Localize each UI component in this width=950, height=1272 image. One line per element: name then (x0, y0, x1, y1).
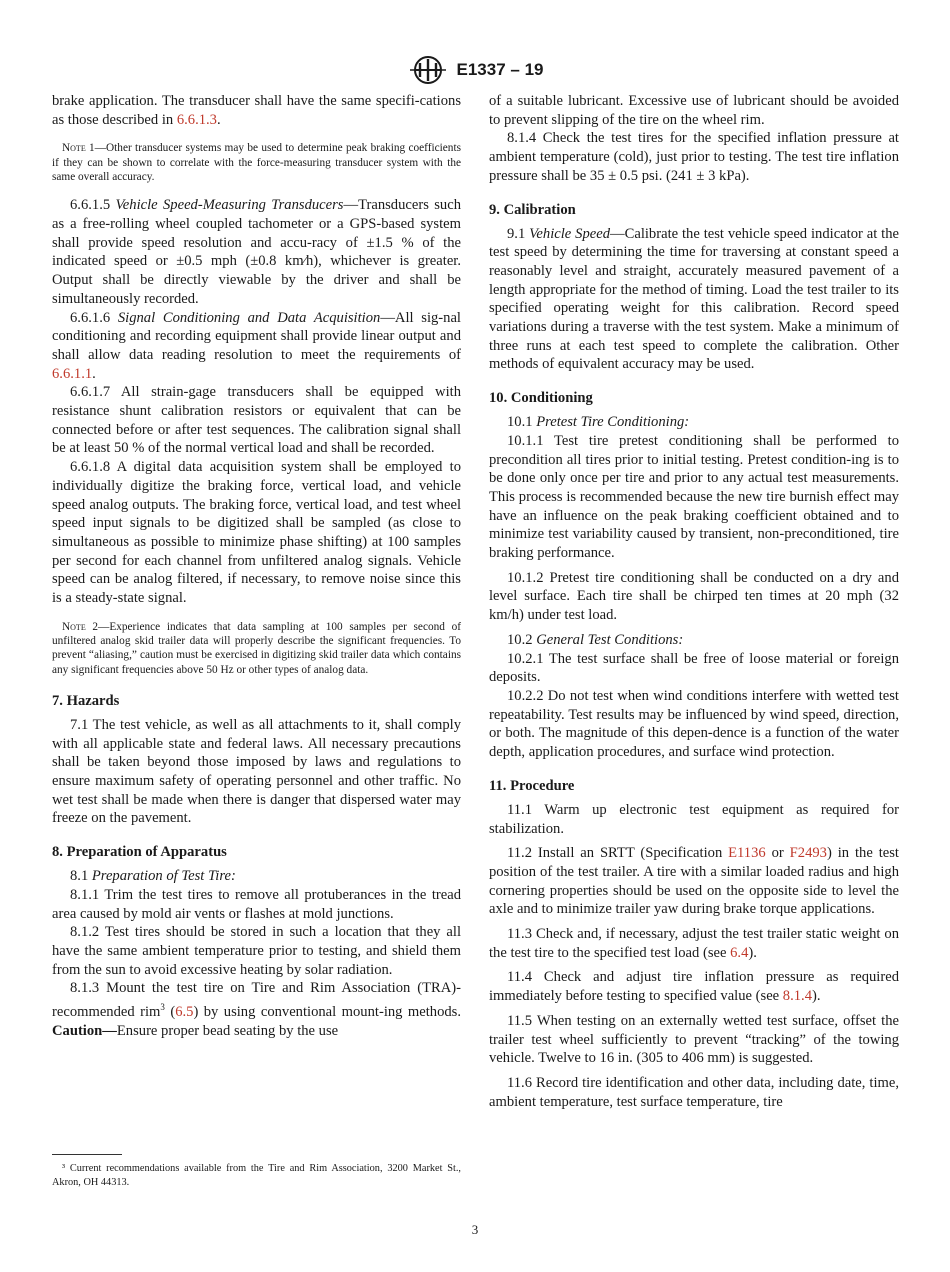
ref-link-6611[interactable]: 6.6.1.1 (52, 365, 93, 382)
section-6-6-1-8: 6.6.1.8 A digital data acquisition system shall be employed to individually digitize the braking force, vertical load, and vehicle speed analog outputs. The braking force, vertical load, and test wheel speed input signals to be digitized shall be sampled (as close to simultaneous as possible to minimize phase shifting) at 100 samples per second for each channel from unfiltered analog signals. Vehicle speed can be analog filtered, if necessary, to remove noise since this is a steady-state signal. (52, 459, 461, 607)
section-6-6-1-6: 6.6.1.6 Signal Conditioning and Data Acquisition—All sig-nal conditioning and recording equipment shall provide linear output and shall allow data reading resolution to meet the requirements of 6.6.1.1. (52, 309, 461, 382)
section-10-1-2: 10.1.2 Pretest tire conditioning shall be conducted on a dry and level surface. Each tire shall be chirped ten times at 20 mph (32 km/h) under test load. (489, 569, 899, 624)
section-11-1: 11.1 Warm up electronic test equipment as required for stabilization. (489, 801, 899, 837)
section-7-1: 7.1 The test vehicle, as well as all attachments to it, shall comply with all applicable state and federal laws. All necessary precautions shall be taken beyond those imposed by laws and regulations to ensure maximum safety of operating personnel and other traffic. No wet test shall be made when there is danger that dispersed water may freeze on the pavement. (52, 716, 461, 827)
ref-link-e1136[interactable]: E1136 (728, 845, 766, 862)
section-10-1: 10.1 Pretest Tire Conditioning: (507, 414, 690, 431)
note-2: Note 2—Experience indicates that data sampling at 100 samples per second of unfiltered analog skid trailer data will properly describe the significant frequencies. To prevent “aliasing,” caution must be exercised in digitizing skid trailer data which contains any significant frequencies above 50 Hz or other types of analog data. (52, 620, 461, 676)
section-11-6: 11.6 Record tire identification and other data, including date, time, ambient temperature, test surface temperature, tire (489, 1074, 899, 1110)
heading-hazards: 7. Hazards (52, 692, 120, 709)
section-10-1-1: 10.1.1 Test tire pretest conditioning shall be performed to precondition all tires prior to initial testing. Pretest condition-ing is to be done only once per tire and prior to any actual test measurements. This process is recommended because the new tire burnish effect may have an influence on the peak braking coefficient obtained and to minimize test variability caused by transient, non-preconditioned, tire braking performance. (489, 432, 899, 562)
page-number: 3 (471, 1222, 479, 1237)
ref-link-f2493[interactable]: F2493 (789, 845, 827, 862)
section-8-1-3: 8.1.3 Mount the test tire on Tire and Rim Association (TRA)-recommended rim$^3$ (6.5) by using conventional mount-ing methods. Caution—Ensure proper bead seating by the use (52, 980, 462, 1039)
page-header (0, 55, 950, 85)
footnote-divider (52, 1154, 122, 1155)
section-11-5: 11.5 When testing on an externally wetted test surface, offset the trailer test wheel sufficiently to prevent “tracking” of the towing vehicle. Twelve to 16 in. (305 to 406 mm) is suggested. (489, 1012, 899, 1067)
paragraph-continuation: brake application. The transducer shall have the same specifi-cations as those described in 6.6.1.3. (52, 93, 461, 128)
ref-link-65[interactable]: 6.5 (175, 1003, 194, 1020)
ref-link-64[interactable]: 6.4 (730, 944, 749, 961)
section-6-6-1-5: 6.6.1.5 Vehicle Speed-Measuring Transducers—Transducers such as a free-rolling wheel coupled tachometer or a GPS-based system shall provide speed resolution and accu-racy of ±1.5 % of the indicated speed or ±0.5 mph (±0.8 km⁄h), whichever is greater. Output shall be directly viewable by the driver and shall be simultaneously recorded. (52, 197, 461, 307)
section-11-4: 11.4 Check and adjust tire inflation pressure as required immediately before testing to specified value (see 8.1.4). (489, 969, 899, 1005)
footnote: ³ Current recommendations available from the Tire and Rim Association, 3200 Market St., Akron, OH 44313. (52, 1163, 461, 1188)
heading-preparation: 8. Preparation of Apparatus (52, 844, 227, 861)
standard-designation: E1337 – 19 (456, 60, 544, 79)
ref-link-6613[interactable]: 6.6.1.3 (176, 111, 217, 128)
section-9-1: 9.1 Vehicle Speed—Calibrate the test vehicle speed indicator at the test speed by determining the time for traversing at constant speed a reasonably level and straight, accurately measured pavement of a length appropriate for the method of timing. Load the test trailer to its specified operating weight for this calibration. Record speed variations during a traverse with the test system. Make a minimum of three runs at each test speed to complete the calibration. Other methods of equivalent accuracy may be used. (489, 225, 900, 373)
section-8-1-2: 8.1.2 Test tires should be stored in such a location that they all have the same ambient temperature prior to testing, and shield them from the sun to avoid excessive heating by solar radiation. (52, 924, 461, 978)
section-8-1-4: 8.1.4 Check the test tires for the specified inflation pressure at ambient temperature (cold), just prior to testing. The test tire inflation pressure shall be 35 ± 0.5 psi. (241 ± 3 kPa). (489, 130, 899, 184)
paragraph-continuation-right: of a suitable lubricant. Excessive use of lubricant should be avoided to prevent slipping of the tire on the wheel rim. (489, 93, 899, 128)
note-1: Note 1—Other transducer systems may be used to determine peak braking coefficients if they can be shown to correlate with the force-measuring transducer system with the same overall accuracy. (52, 142, 461, 183)
section-10-2-2: 10.2.2 Do not test when wind conditions interfere with wetted test repeatability. Test results may be influenced by wind speed, direction, or both. The magnitude of this depen-dence is a function of the water depth, application procedures, and surface wind protection. (489, 687, 899, 761)
section-10-2-1: 10.2.1 The test surface shall be free of loose material or foreign deposits. (489, 650, 899, 686)
section-6-6-1-7: 6.6.1.7 All strain-gage transducers shall be equipped with resistance shunt calibration resistors or equivalent that can be connected before or after test sequences. The calibration signal shall be at least 50 % of the normal vertical load and shall be recorded. (52, 384, 461, 457)
astm-logo-icon (407, 55, 449, 85)
section-11-2: 11.2 Install an SRTT (Specification E1136 or F2493) in the test position of the test trailer. A tire with a similar loaded radius and high cornering properties should be used on the opposite side to level the axle and to minimize trailer yaw during brake torque applications. (489, 845, 899, 918)
section-8-1: 8.1 Preparation of Test Tire: (70, 868, 236, 885)
heading-calibration: 9. Calibration (489, 201, 576, 218)
left-column (52, 92, 461, 1040)
right-column (489, 92, 899, 1111)
section-8-1-1: 8.1.1 Trim the test tires to remove all protuberances in the tread area caused by mold air vents or flashes at mold junctions. (52, 886, 461, 922)
section-10-2: 10.2 General Test Conditions: (507, 631, 684, 648)
heading-conditioning: 10. Conditioning (489, 390, 593, 407)
section-11-3: 11.3 Check and, if necessary, adjust the test trailer static weight on the test tire to the specified test load (see 6.4). (489, 926, 899, 961)
heading-procedure: 11. Procedure (489, 777, 575, 794)
ref-link-814[interactable]: 8.1.4 (782, 988, 812, 1005)
